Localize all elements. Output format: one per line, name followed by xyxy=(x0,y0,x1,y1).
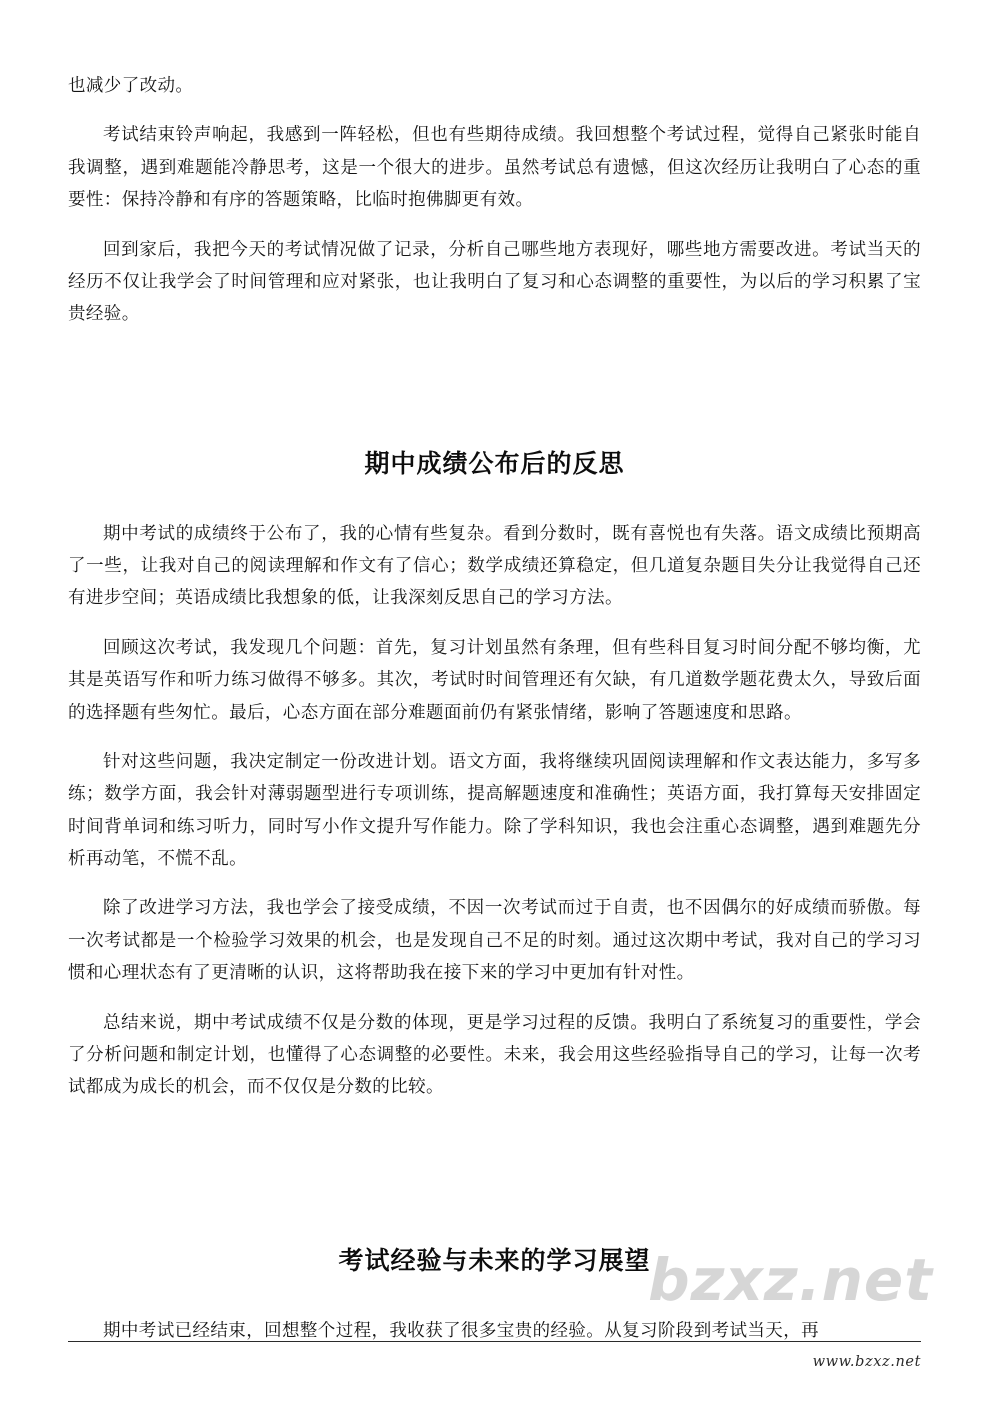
paragraph: 除了改进学习方法，我也学会了接受成绩，不因一次考试而过于自责，也不因偶尔的好成绩而骄傲。每一次考试都是一个检验学习效果的机会，也是发现自己不足的时刻。通过这次期中考试，我对自己的学习习惯和心理状态有了更清晰的认识，这将帮助我在接下来的学习中更加有针对性。 xyxy=(68,898,921,984)
paragraph: 期中考试已经结束，回想整个过程，我收获了很多宝贵的经验。从复习阶段到考试当天，再 xyxy=(103,1320,819,1341)
footer-divider xyxy=(68,1341,921,1342)
heading-spacer xyxy=(68,1277,921,1315)
document-body xyxy=(68,70,921,1347)
section-spacer xyxy=(68,1121,921,1241)
heading-spacer xyxy=(68,480,921,518)
page-footer xyxy=(68,1341,921,1370)
paragraph: 也减少了改动。 xyxy=(68,76,194,96)
paragraph: 回到家后，我把今天的考试情况做了记录，分析自己哪些地方表现好，哪些地方需要改进。考试当天的经历不仅让我学会了时间管理和应对紧张，也让我明白了复习和心态调整的重要性，为以后的学习积累了宝贵经验。 xyxy=(68,239,921,325)
watermark-text: bzxz.net xyxy=(648,1246,933,1314)
paragraph: 总结来说，期中考试成绩不仅是分数的体现，更是学习过程的反馈。我明白了系统复习的重要性，学会了分析问题和制定计划，也懂得了心态调整的必要性。未来，我会用这些经验指导自己的学习，让每一次考试都成为成长的机会，而不仅仅是分数的比较。 xyxy=(68,1012,921,1098)
section-heading: 期中成绩公布后的反思 xyxy=(364,448,625,478)
paragraph: 针对这些问题，我决定制定一份改进计划。语文方面，我将继续巩固阅读理解和作文表达能力，多写多练；数学方面，我会针对薄弱题型进行专项训练，提高解题速度和准确性；英语方面，我打算每天安排固定时间背单词和练习听力，同时写小作文提升写作能力。除了学科知识，我也会注重心态调整，遇到难题先分析再动笔，不慌不乱。 xyxy=(68,751,921,869)
paragraph: 期中考试的成绩终于公布了，我的心情有些复杂。看到分数时，既有喜悦也有失落。语文成绩比预期高了一些，让我对自己的阅读理解和作文有了信心；数学成绩还算稳定，但几道复杂题目失分让我觉得自己还有进步空间；英语成绩比我想象的低，让我深刻反思自己的学习方法。 xyxy=(68,523,921,609)
paragraph: 考试结束铃声响起，我感到一阵轻松，但也有些期待成绩。我回想整个考试过程，觉得自己紧张时能自我调整，遇到难题能冷静思考，这是一个很大的进步。虽然考试总有遗憾，但这次经历让我明白了心态的重要性：保持冷静和有序的答题策略，比临时抱佛脚更有效。 xyxy=(68,125,921,211)
section-heading: 考试经验与未来的学习展望 xyxy=(338,1245,651,1275)
paragraph: 回顾这次考试，我发现几个问题：首先，复习计划虽然有条理，但有些科目复习时间分配不够均衡，尤其是英语写作和听力练习做得不够多。其次，考试时时间管理还有欠缺，有几道数学题花费太久，导致后面的选择题有些匆忙。最后，心态方面在部分难题面前仍有紧张情绪，影响了答题速度和思路。 xyxy=(68,637,921,723)
footer-url: www.bzxz.net xyxy=(812,1354,921,1370)
section-spacer xyxy=(68,348,921,444)
